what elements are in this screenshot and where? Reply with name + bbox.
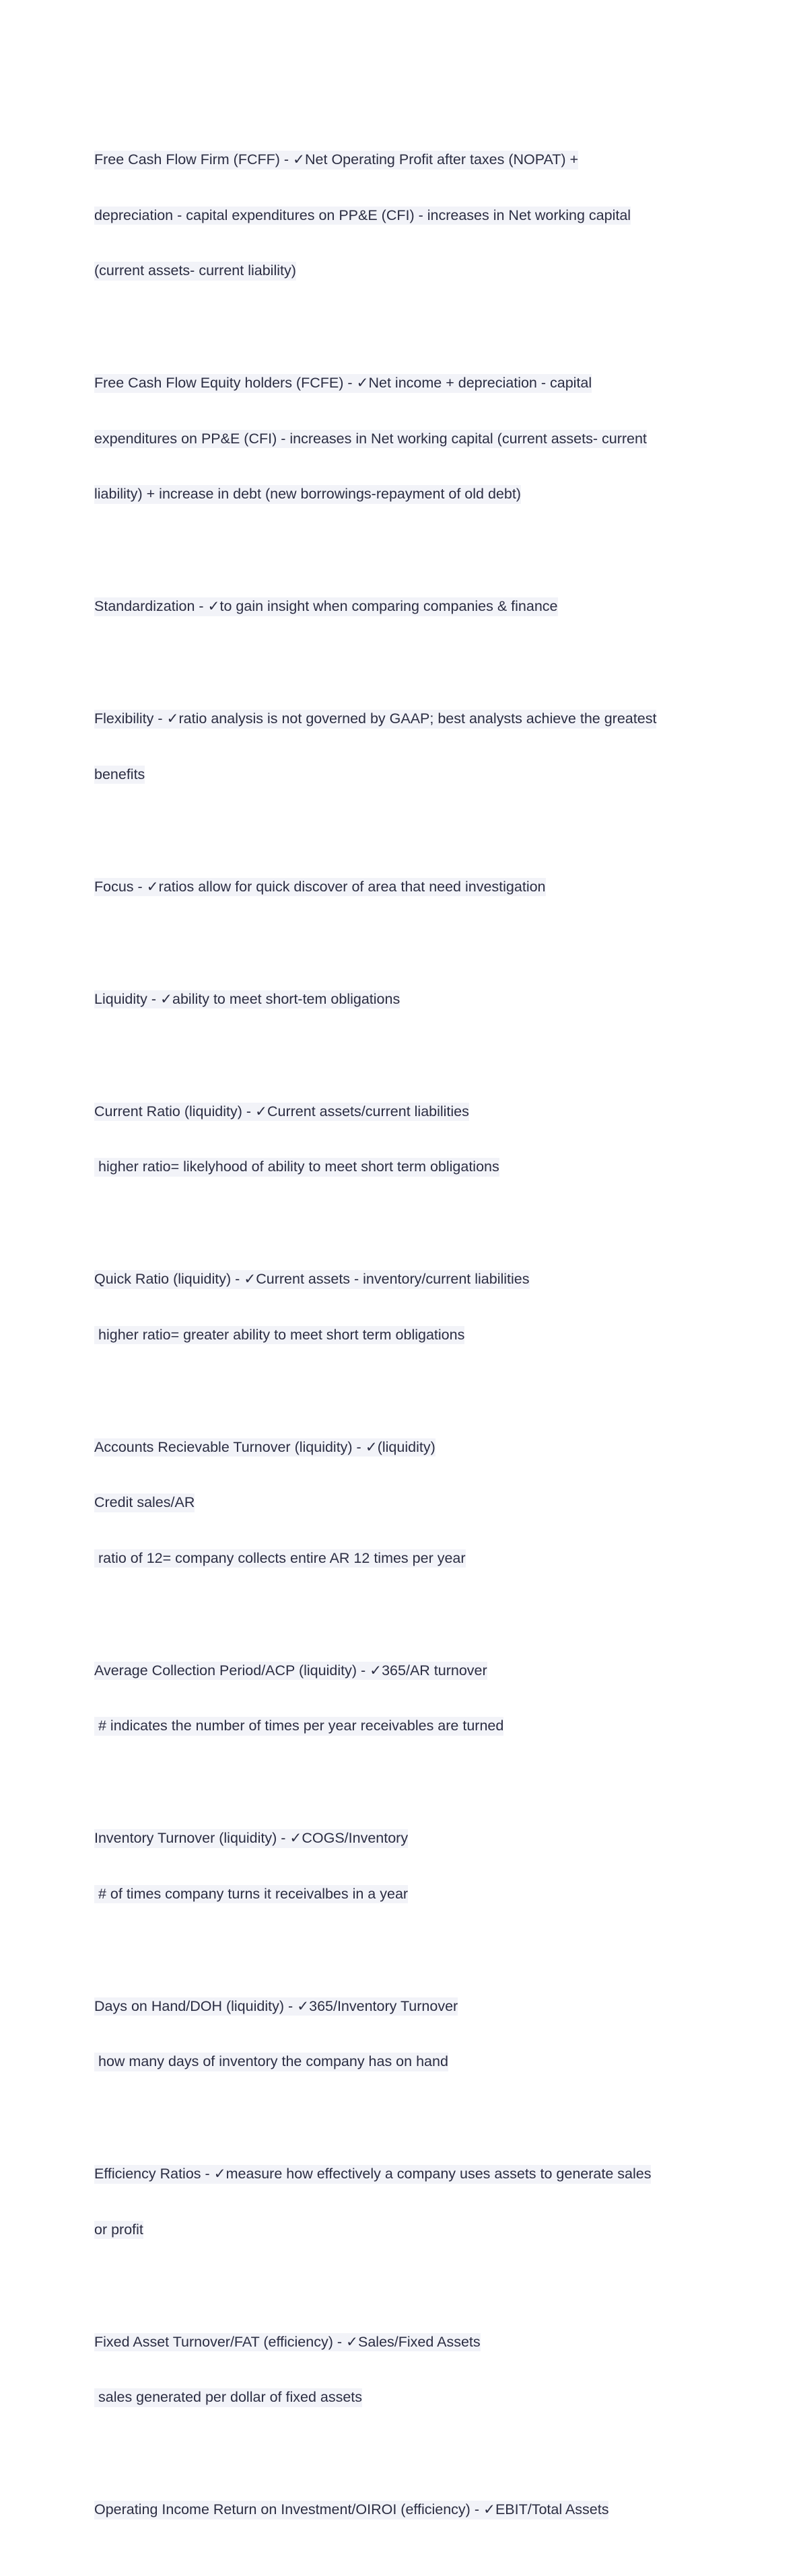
entry-line: Inventory Turnover (liquidity) - ✓COGS/Inventory xyxy=(94,1829,408,1848)
entry-line: Flexibility - ✓ratio analysis is not governed by GAAP; best analysts achieve the greatest xyxy=(94,710,656,729)
entry-line: Liquidity - ✓ability to meet short-tem obligations xyxy=(94,990,400,1009)
flashcard-current-ratio xyxy=(94,1066,713,1214)
flashcard-fcfe xyxy=(94,337,713,541)
entry-line: or profit xyxy=(94,2221,143,2240)
flashcard-oiroi xyxy=(94,2464,713,2556)
entry-line: higher ratio= likelyhood of ability to meet short term obligations xyxy=(94,1158,499,1177)
entry-line: Credit sales/AR xyxy=(94,1494,195,1512)
flashcard-flexibility xyxy=(94,673,713,821)
entry-line: higher ratio= greater ability to meet short term obligations xyxy=(94,1326,464,1345)
entry-line: Current Ratio (liquidity) - ✓Current assets/current liabilities xyxy=(94,1103,469,1121)
entry-line: Operating Income Return on Investment/OIROI (efficiency) - ✓EBIT/Total Assets xyxy=(94,2501,608,2519)
entry-line: Free Cash Flow Equity holders (FCFE) - ✓Net income + depreciation - capital xyxy=(94,374,592,393)
entry-line: expenditures on PP&E (CFI) - increases in Net working capital (current assets- current xyxy=(94,430,647,449)
flashcard-quick-ratio xyxy=(94,1233,713,1381)
entry-line: Free Cash Flow Firm (FCFF) - ✓Net Operating Profit after taxes (NOPAT) + xyxy=(94,151,578,170)
document-page xyxy=(94,114,713,2576)
flashcard-focus xyxy=(94,841,713,934)
flashcard-liquidity xyxy=(94,953,713,1046)
entry-line: Standardization - ✓to gain insight when comparing companies & finance xyxy=(94,597,558,616)
entry-line: Focus - ✓ratios allow for quick discover of area that need investigation xyxy=(94,878,546,897)
entry-line: # of times company turns it receivalbes in a year xyxy=(94,1885,408,1904)
flashcard-fcff xyxy=(94,114,713,318)
entry-line: Days on Hand/DOH (liquidity) - ✓365/Inventory Turnover xyxy=(94,1997,458,2016)
entry-line: Fixed Asset Turnover/FAT (efficiency) - ✓Sales/Fixed Assets xyxy=(94,2333,481,2352)
flashcard-acp xyxy=(94,1625,713,1773)
entry-line: Accounts Recievable Turnover (liquidity) - ✓(liquidity) xyxy=(94,1438,436,1457)
entry-line: liability) + increase in debt (new borrowings-repayment of old debt) xyxy=(94,485,521,504)
flashcard-fat xyxy=(94,2296,713,2444)
entry-line: (current assets- current liability) xyxy=(94,262,296,281)
entry-line: Quick Ratio (liquidity) - ✓Current assets - inventory/current liabilities xyxy=(94,1270,530,1289)
entry-line: # indicates the number of times per year receivables are turned xyxy=(94,1717,503,1736)
entry-line: Average Collection Period/ACP (liquidity) - ✓365/AR turnover xyxy=(94,1662,487,1681)
entry-line: ratio of 12= company collects entire AR 12 times per year xyxy=(94,1549,466,1568)
entry-line: how many days of inventory the company has on hand xyxy=(94,2053,448,2071)
entry-line: benefits xyxy=(94,766,145,784)
flashcard-doh xyxy=(94,1960,713,2108)
flashcard-inventory-turnover xyxy=(94,1792,713,1940)
entry-line: Efficiency Ratios - ✓measure how effectively a company uses assets to generate sales xyxy=(94,2165,651,2184)
flashcard-efficiency-ratios xyxy=(94,2128,713,2276)
flashcard-standardization xyxy=(94,560,713,653)
entry-line: sales generated per dollar of fixed assets xyxy=(94,2388,362,2407)
entry-line: depreciation - capital expenditures on PP&E (CFI) - increases in Net working capital xyxy=(94,207,631,225)
flashcard-ar-turnover xyxy=(94,1401,713,1605)
